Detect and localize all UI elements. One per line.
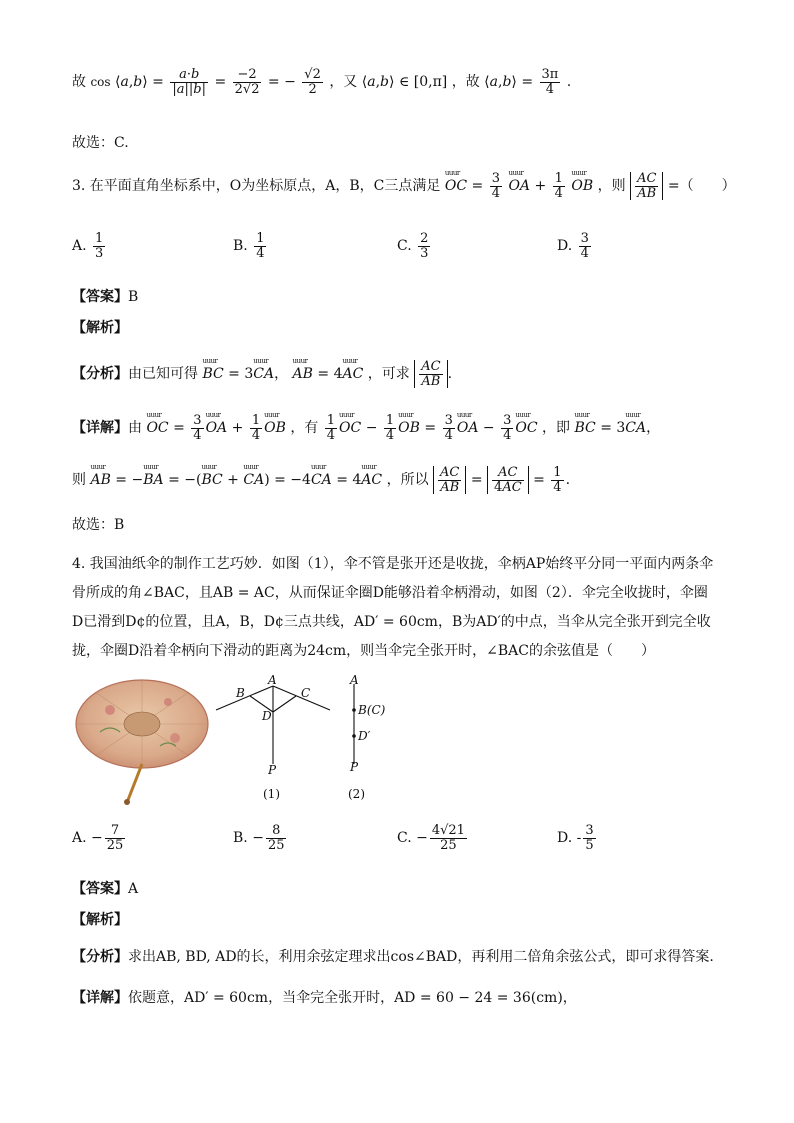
question-4-line-4: 拢，伞圈D沿着伞柄向下滑动的距离为24cm，则当伞完全张开时，∠BAC的余弦值是（ ） (72, 643, 655, 659)
angle-ab: ⟨a,b⟩ (361, 74, 395, 91)
text: . (566, 74, 572, 91)
text: ，故 (451, 74, 480, 91)
choose-line-2: 故选：B (72, 517, 125, 533)
fig1-label-c: C (301, 686, 311, 700)
text: ，即 (542, 420, 571, 437)
option-c: C. − $\frac{4√21}{25}$ (397, 823, 465, 853)
q3-xiangjie-1: 【详解】由 uuur OC = $\frac{3}{4}$ uuur OA + $\frac{1}{4}$ uuur OB ，有 $\frac{1}{4}$ uuur OC − $\frac{1}{4}$ uuur OB = $\frac{3}{4}$ uuur OA − $\frac{3}{4}$ uuur OC ，即 uuur BC = 3uuur CA， (72, 414, 660, 442)
q4-jiexi: 【解析】 (72, 912, 128, 928)
answer-tag: 【答案】 (72, 289, 128, 305)
answer-tag: 【答案】 (72, 881, 128, 897)
answer-value: A (128, 881, 139, 897)
question-3: 3. 在平面直角坐标系中，O为坐标原点，A，B，C三点满足 uuur OC = $\frac{3}{4}$ uuur OA + $\frac{1}{4}$ uuur OB ，则 $\frac{AC}{AB}$ =（ ） (72, 172, 736, 200)
text: ，则 (597, 178, 626, 195)
vector-ob: uuur OB (571, 178, 593, 194)
text: 故 (72, 74, 86, 91)
q3-answer (72, 286, 138, 306)
vector: uuur CA (253, 366, 274, 382)
question-4-line-2: 骨所成的角∠BAC，且AB = AC，从而保证伞圈D能够沿着伞柄滑动，如图（2）．伞完全收拢时，伞圈 (72, 585, 708, 601)
option-b: B. $\frac{1}{4}$ (233, 231, 265, 261)
fraction-1: $\frac{-2}{2√2}$ (234, 67, 260, 97)
text: [0,π] (413, 74, 448, 91)
fig1-caption: (1) (263, 787, 280, 801)
option-b: B. − $\frac{8}{25}$ (233, 823, 285, 853)
vector-oc: uuur OC (445, 178, 467, 194)
fig2-label-d-prime: D′ (358, 729, 371, 743)
text: ∈ (398, 74, 410, 91)
text: ，又 (329, 74, 358, 91)
fraction-2: $\frac{√2}{2}$ (304, 67, 321, 97)
option-d: D. $\frac{3}{4}$ (557, 231, 589, 261)
q3-xiangjie-2: 则 uuur AB = −uuur BA = −(uuur BC + uuur CA) = −4uuur CA = 4uuur AC ，所以 $\frac{AC}{AB}$ = $\frac{AC}{4AC}$ = $\frac{1}{4}$ . (72, 466, 570, 494)
text: ，有 (290, 420, 319, 437)
fig2-label-a: A (350, 673, 359, 687)
abs-ratio: $\frac{AC}{AB}$ (414, 360, 447, 388)
question-4-line-1: 4. 我国油纸伞的制作工艺巧妙．如图（1），伞不管是张开还是收拢，伞柄AP始终平分同一平面内两条伞 (72, 556, 714, 572)
q3-fenxi: 【分析】由已知可得 uuur BC = 3uuur CA， uuur AB = 4uuur AC ，可求 $\frac{AC}{AB}$ . (72, 360, 452, 388)
solution-line-cos: 故 cos ⟨a,b⟩ = $\frac{a\cdot b}{|a||b|}$ = $\frac{-2}{2√2}$ = − $\frac{√2}{2}$ ，又 ⟨a,b⟩ ∈ [0,π] ，故 ⟨a,b⟩ = $\frac{3\pi}{4}$ . (72, 67, 572, 97)
question-text: 3. 在平面直角坐标系中，O为坐标原点，A，B，C三点满足 (72, 178, 441, 195)
text: =（ ） (667, 178, 736, 195)
choose-line-1: 故选：C. (72, 135, 129, 151)
vector: uuur AC (343, 366, 364, 382)
cos-text: cos (90, 75, 111, 90)
fig1-label-b: B (236, 686, 245, 700)
text: 则 (72, 472, 86, 489)
fraction: $\frac{1}{4}$ (554, 171, 563, 201)
fig2-caption: (2) (348, 787, 365, 801)
option-a: A. − $\frac{7}{25}$ (72, 823, 124, 853)
fenxi-tag: 【分析】 (72, 949, 128, 965)
fraction-dot: $\frac{a\cdot b}{|a||b|}$ (172, 67, 207, 97)
text: 由 (128, 420, 142, 437)
fig1-label-d: D (262, 709, 272, 723)
option-a: A. $\frac{1}{3}$ (72, 231, 104, 261)
figure-1-diagram (212, 672, 342, 782)
fenxi-tag: 【分析】 (72, 366, 128, 383)
fig1-label-p: P (268, 763, 277, 777)
text: 依题意，AD′ = 60cm，当伞完全张开时，AD = 60 − 24 = 36(cm)， (128, 990, 577, 1006)
fraction-answer: $\frac{3\pi}{4}$ (541, 67, 559, 97)
angle-ab: ⟨a,b⟩ (115, 74, 148, 91)
xiangjie-tag: 【详解】 (72, 990, 128, 1006)
option-d: D. - $\frac{3}{5}$ (557, 823, 594, 853)
text: ，所以 (386, 472, 429, 489)
fig2-label-bc: B(C) (358, 703, 386, 717)
text: ，可求 (367, 366, 410, 383)
abs-ratio: $\frac{AC}{AB}$ (630, 172, 663, 200)
fig1-label-a: A (268, 673, 277, 687)
vector: uuur BC (202, 366, 223, 382)
vector: uuur AB (293, 366, 313, 382)
umbrella-photo (70, 672, 210, 808)
fraction: $\frac{3}{4}$ (491, 171, 500, 201)
q4-xiangjie (72, 987, 577, 1007)
q4-answer (72, 878, 138, 898)
option-c: C. $\frac{2}{3}$ (397, 231, 429, 261)
text: 求出AB, BD, AD的长，利用余弦定理求出cos∠BAD，再利用二倍角余弦公式，即可求得答案. (128, 949, 714, 965)
fig2-label-p: P (350, 760, 359, 774)
text: 由已知可得 (128, 366, 198, 383)
q4-fenxi (72, 946, 714, 966)
answer-value: B (128, 289, 139, 305)
vector-oa: uuur OA (508, 178, 530, 194)
q3-jiexi: 【解析】 (72, 320, 128, 336)
question-4-line-3: D已滑到D¢的位置，且A，B，D¢三点共线，AD′ = 60cm，B为AD′的中点，当伞从完全张开到完全收 (72, 614, 711, 630)
xiangjie-tag: 【详解】 (72, 420, 128, 437)
text: = (521, 74, 534, 91)
angle-ab: ⟨a,b⟩ (484, 74, 517, 91)
